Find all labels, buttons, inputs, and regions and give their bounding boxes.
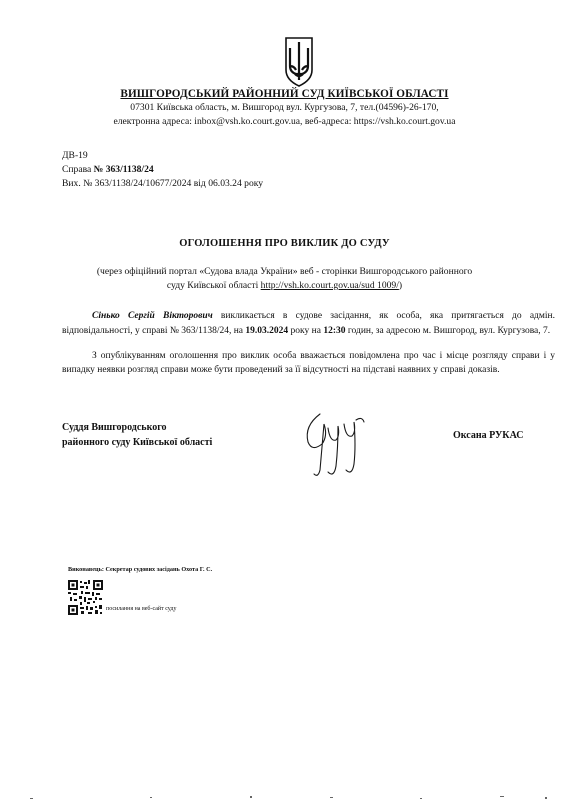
hearing-date: 19.03.2024 (245, 326, 289, 336)
case-number: № 363/1138/24 (93, 164, 154, 175)
judge-title-line2: районного суду Київської області (62, 437, 213, 448)
trident-emblem-icon (284, 36, 314, 88)
para1-part-a: викликається в судове засідання, як особа, яка притягається до адмін. відповідальності, у справі № 363/1138/24, на (62, 311, 555, 336)
judge-title-line1: Суддя Вишгородського (62, 422, 167, 433)
case-line (62, 164, 154, 175)
notice-title: ОГОЛОШЕННЯ ПРО ВИКЛИК ДО СУДУ (179, 238, 390, 249)
handwritten-signature (298, 408, 368, 480)
consequence-paragraph (62, 349, 555, 377)
summons-paragraph (62, 309, 555, 339)
qr-code-icon[interactable] (68, 580, 103, 615)
para1-part-b: року на (288, 326, 324, 336)
qr-caption: посилання на веб-сайт суду (106, 606, 177, 612)
court-portal-link[interactable]: http://vsh.ko.court.gov.ua/sud 1009/ (260, 280, 399, 291)
subtitle-prefix: суду Київської області (166, 280, 261, 291)
person-name: Сінько Сергій Вікторович (92, 311, 213, 321)
court-name: ВИШГОРОДСЬКИЙ РАЙОННИЙ СУД КИЇВСЬКОЇ ОБЛАСТІ (120, 88, 449, 100)
para1-part-c: годин, за адресою м. Вишгород, вул. Кургузова, 7. (345, 326, 551, 336)
document-code: ДВ-19 (62, 150, 88, 161)
hearing-time: 12:30 (323, 326, 346, 336)
notice-subtitle-line2 (0, 280, 569, 291)
case-label: Справа (62, 164, 94, 175)
notice-subtitle-line1: (через офіційний портал «Судова влада України» веб - сторінки Вишгородського районного (96, 266, 473, 277)
scan-artifact-bottom (0, 793, 569, 800)
para2-text: З опублікуванням оголошення про виклик особа вважається повідомлена про час і місце розгляду справи і у випадку неявки розгляд справи може бути проведений за її відсутності на підставі наявних у справі доказів. (62, 351, 555, 375)
judge-title (62, 420, 212, 450)
outgoing-number: Вих. № 363/1138/24/10677/2024 від 06.03.24 року (62, 178, 264, 189)
judge-name: Оксана РУКАС (453, 430, 524, 441)
court-contacts: електронна адреса: inbox@vsh.ko.court.gov.ua, веб-адреса: https://vsh.ko.court.gov.ua (113, 116, 456, 127)
court-address: 07301 Київська область, м. Вишгород вул. Кургузова, 7, тел.(04596)-26-170, (130, 102, 439, 113)
subtitle-suffix: ) (398, 280, 403, 291)
executor-line: Виконавець: Секретар судових засідань Охота Г. С. (68, 566, 213, 573)
